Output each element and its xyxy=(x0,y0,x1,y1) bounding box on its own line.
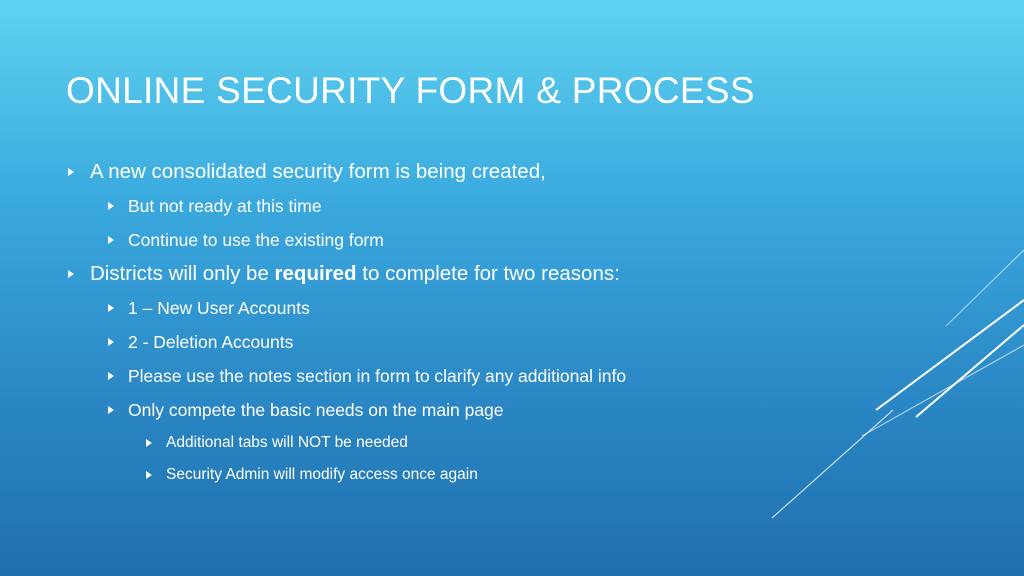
sub-sub-bullet-item xyxy=(68,427,868,459)
triangle-right-icon xyxy=(108,406,114,414)
bullet-text: Only compete the basic needs on the main page xyxy=(128,400,504,420)
bullet-text-emphasis: required xyxy=(274,262,357,285)
bullet-item xyxy=(68,155,868,189)
triangle-right-icon xyxy=(68,168,74,176)
triangle-right-icon xyxy=(108,338,114,346)
sub-bullet-item xyxy=(68,393,868,427)
sub-bullet-item xyxy=(68,359,868,393)
bullet-text-suffix: to complete for two reasons: xyxy=(356,262,620,285)
slide-title: ONLINE SECURITY FORM & PROCESS xyxy=(66,70,755,111)
triangle-right-icon xyxy=(146,439,152,447)
bullet-text: Additional tabs will NOT be needed xyxy=(166,434,408,451)
bullet-text: Please use the notes section in form to clarify any additional info xyxy=(128,366,627,386)
bullet-text: A new consolidated security form is being created, xyxy=(90,160,546,183)
bullet-text: 1 – New User Accounts xyxy=(128,298,310,318)
bullet-text: 2 - Deletion Accounts xyxy=(128,332,294,352)
bullet-text: But not ready at this time xyxy=(128,196,322,216)
sub-bullet-item xyxy=(68,223,868,257)
sub-bullet-item xyxy=(68,189,868,223)
triangle-right-icon xyxy=(68,270,74,278)
sub-sub-bullet-item xyxy=(68,459,868,491)
bullet-text: Security Admin will modify access once again xyxy=(166,466,478,483)
bullet-item xyxy=(68,257,868,291)
triangle-right-icon xyxy=(108,202,114,210)
triangle-right-icon xyxy=(108,236,114,244)
triangle-right-icon xyxy=(108,304,114,312)
bullet-text: Continue to use the existing form xyxy=(128,230,384,250)
bullet-text-prefix: Districts will only be xyxy=(90,262,275,285)
triangle-right-icon xyxy=(146,471,152,479)
sub-bullet-item xyxy=(68,291,868,325)
sub-bullet-item xyxy=(68,325,868,359)
triangle-right-icon xyxy=(108,372,114,380)
bullet-list xyxy=(68,155,868,491)
